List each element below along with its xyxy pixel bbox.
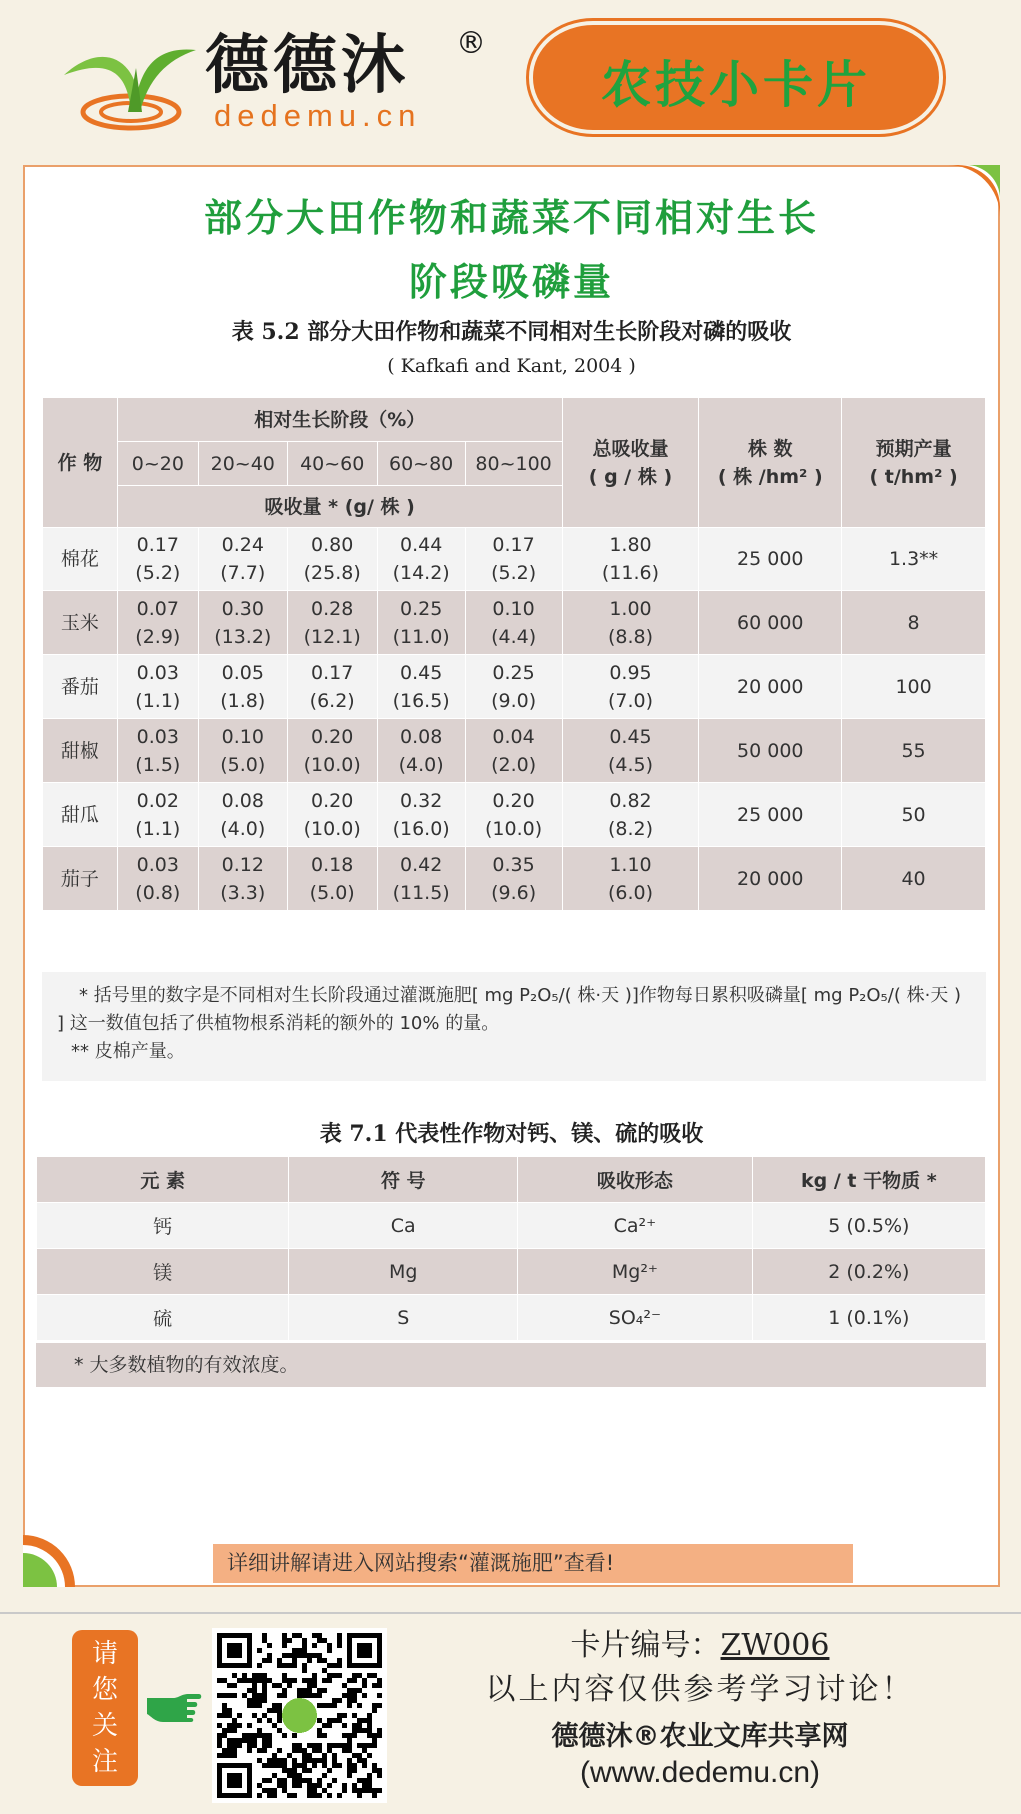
total-uptake-cell: 0.82 (8.2) [562, 783, 699, 847]
stage-uptake-cell: 0.07 (2.9) [117, 591, 198, 655]
yield-cell: 40 [842, 847, 986, 911]
table-row [43, 528, 986, 591]
stage-uptake-cell: 0.04 (2.0) [465, 719, 562, 783]
logo-sprout-icon [56, 20, 206, 140]
yield-cell: 1.3** [842, 528, 986, 591]
symbol-cell: Ca [289, 1203, 518, 1249]
stage-uptake-cell: 0.42 (11.5) [377, 847, 465, 911]
total-uptake-cell: 0.45 (4.5) [562, 719, 699, 783]
corner-leaf-icon [23, 1535, 75, 1587]
density-cell: 25 000 [699, 528, 842, 591]
element-cell: 钙 [37, 1203, 289, 1249]
stage-uptake-cell: 0.17 (5.2) [465, 528, 562, 591]
phosphorus-uptake-table [42, 397, 986, 911]
symbol-cell: Mg [289, 1249, 518, 1295]
yield-cell: 8 [842, 591, 986, 655]
stage-uptake-cell: 0.80 (25.8) [287, 528, 377, 591]
col-header-stage: 相对生长阶段（%） [117, 398, 562, 442]
table71-caption: 表 7.1 代表性作物对钙、镁、硫的吸收 [319, 1121, 704, 1147]
stage-uptake-cell: 0.17 (6.2) [287, 655, 377, 719]
table-row [37, 1203, 986, 1249]
stage-uptake-cell: 0.28 (12.1) [287, 591, 377, 655]
stage-uptake-cell: 0.03 (0.8) [117, 847, 198, 911]
density-cell: 20 000 [699, 847, 842, 911]
table52-note-2: ** 皮棉产量。 [71, 1041, 185, 1062]
density-cell: 50 000 [699, 719, 842, 783]
stage-uptake-cell: 0.25 (9.0) [465, 655, 562, 719]
stage-uptake-cell: 0.12 (3.3) [198, 847, 287, 911]
table-row [37, 1249, 986, 1295]
col-header-total: 总吸收量 ( g / 株 ) [562, 398, 699, 528]
card-number-value: ZW006 [720, 1628, 830, 1663]
qr-code[interactable] [212, 1628, 387, 1803]
uptake-unit-header: 吸收量 * (g/ 株 ) [117, 486, 562, 528]
crop-name: 番茄 [43, 655, 118, 719]
stage-header: 60~80 [377, 442, 465, 486]
search-hint-banner: 详细讲解请进入网站搜索“灌溉施肥”查看! [213, 1544, 853, 1583]
col-header-form: 吸收形态 [518, 1157, 752, 1203]
stage-uptake-cell: 0.17 (5.2) [117, 528, 198, 591]
form-cell: Ca²⁺ [518, 1203, 752, 1249]
table52-caption: 表 5.2 部分大田作物和蔬菜不同相对生长阶段对磷的吸收 [231, 319, 792, 345]
stage-uptake-cell: 0.44 (14.2) [377, 528, 465, 591]
crop-name: 棉花 [43, 528, 118, 591]
stage-uptake-cell: 0.45 (16.5) [377, 655, 465, 719]
total-uptake-cell: 1.10 (6.0) [562, 847, 699, 911]
ca-mg-s-uptake-table [36, 1156, 986, 1341]
disclaimer: 以上内容仅供参考学习讨论！ [485, 1672, 915, 1707]
total-uptake-cell: 0.95 (7.0) [562, 655, 699, 719]
stage-uptake-cell: 0.24 (7.7) [198, 528, 287, 591]
element-cell: 硫 [37, 1295, 289, 1341]
col-header-amount: kg / t 干物质 * [752, 1157, 985, 1203]
col-header-crop: 作 物 [43, 398, 118, 528]
content-card [23, 165, 1000, 1587]
stage-uptake-cell: 0.10 (5.0) [198, 719, 287, 783]
element-cell: 镁 [37, 1249, 289, 1295]
stage-header: 0~20 [117, 442, 198, 486]
site-name: 德德沐®农业文库共享网 [551, 1721, 849, 1752]
table-row [37, 1295, 986, 1341]
stage-uptake-cell: 0.35 (9.6) [465, 847, 562, 911]
col-header-symbol: 符 号 [289, 1157, 518, 1203]
crop-name: 茄子 [43, 847, 118, 911]
table-row [43, 591, 986, 655]
stage-uptake-cell: 0.20 (10.0) [287, 783, 377, 847]
total-uptake-cell: 1.00 (8.8) [562, 591, 699, 655]
col-header-element: 元 素 [37, 1157, 289, 1203]
stage-uptake-cell: 0.20 (10.0) [465, 783, 562, 847]
density-cell: 60 000 [699, 591, 842, 655]
stage-header: 80~100 [465, 442, 562, 486]
crop-name: 甜瓜 [43, 783, 118, 847]
card-title-line2: 阶段吸磷量 [408, 260, 614, 304]
table52-note-1: * 括号里的数字是不同相对生长阶段通过灌溉施肥[ mg P₂O₅/( 株·天 )]作物每日累积吸磷量[ mg P₂O₅/( 株·天 ) ] 这一数值包括了供植物根系消耗的额外的 10% 的量。 [57, 985, 962, 1034]
pointing-hand-icon [143, 1688, 203, 1724]
table52-notes [42, 972, 986, 1081]
card-type-badge [533, 25, 939, 130]
stage-uptake-cell: 0.25 (11.0) [377, 591, 465, 655]
amount-cell: 2 (0.2%) [752, 1249, 985, 1295]
footer-divider [0, 1612, 1021, 1614]
stage-uptake-cell: 0.02 (1.1) [117, 783, 198, 847]
yield-cell: 55 [842, 719, 986, 783]
stage-header: 40~60 [287, 442, 377, 486]
card-type-label: 农技小卡片 [601, 56, 871, 114]
amount-cell: 5 (0.5%) [752, 1203, 985, 1249]
stage-uptake-cell: 0.10 (4.4) [465, 591, 562, 655]
site-url[interactable]: (www.dedemu.cn) [579, 1756, 821, 1789]
stage-uptake-cell: 0.20 (10.0) [287, 719, 377, 783]
density-cell: 25 000 [699, 783, 842, 847]
stage-uptake-cell: 0.18 (5.0) [287, 847, 377, 911]
density-cell: 20 000 [699, 655, 842, 719]
col-header-density: 株 数 ( 株 /hm² ) [699, 398, 842, 528]
crop-name: 玉米 [43, 591, 118, 655]
stage-header: 20~40 [198, 442, 287, 486]
symbol-cell: S [289, 1295, 518, 1341]
amount-cell: 1 (0.1%) [752, 1295, 985, 1341]
col-header-yield: 预期产量 ( t/hm² ) [842, 398, 986, 528]
stage-uptake-cell: 0.03 (1.1) [117, 655, 198, 719]
table-row [43, 719, 986, 783]
registered-mark: ® [456, 26, 486, 61]
table-row [43, 655, 986, 719]
card-title-line1: 部分大田作物和蔬菜不同相对生长 [203, 196, 819, 240]
yield-cell: 100 [842, 655, 986, 719]
table52-source: ( Kafkafi and Kant, 2004 ) [387, 355, 636, 377]
table-row [43, 783, 986, 847]
stage-uptake-cell: 0.32 (16.0) [377, 783, 465, 847]
brand-domain: dedemu.cn [214, 98, 422, 133]
stage-uptake-cell: 0.05 (1.8) [198, 655, 287, 719]
yield-cell: 50 [842, 783, 986, 847]
stage-uptake-cell: 0.08 (4.0) [198, 783, 287, 847]
stage-uptake-cell: 0.03 (1.5) [117, 719, 198, 783]
stage-uptake-cell: 0.30 (13.2) [198, 591, 287, 655]
brand-name: 德德沐 [205, 28, 409, 103]
form-cell: Mg²⁺ [518, 1249, 752, 1295]
table71-note: * 大多数植物的有效浓度。 [36, 1343, 986, 1387]
table-row [43, 847, 986, 911]
total-uptake-cell: 1.80 (11.6) [562, 528, 699, 591]
stage-uptake-cell: 0.08 (4.0) [377, 719, 465, 783]
form-cell: SO₄²⁻ [518, 1295, 752, 1341]
follow-us-badge: 请 您 关 注 [72, 1630, 138, 1786]
card-number: 卡片编号：ZW006 [570, 1628, 830, 1663]
crop-name: 甜椒 [43, 719, 118, 783]
